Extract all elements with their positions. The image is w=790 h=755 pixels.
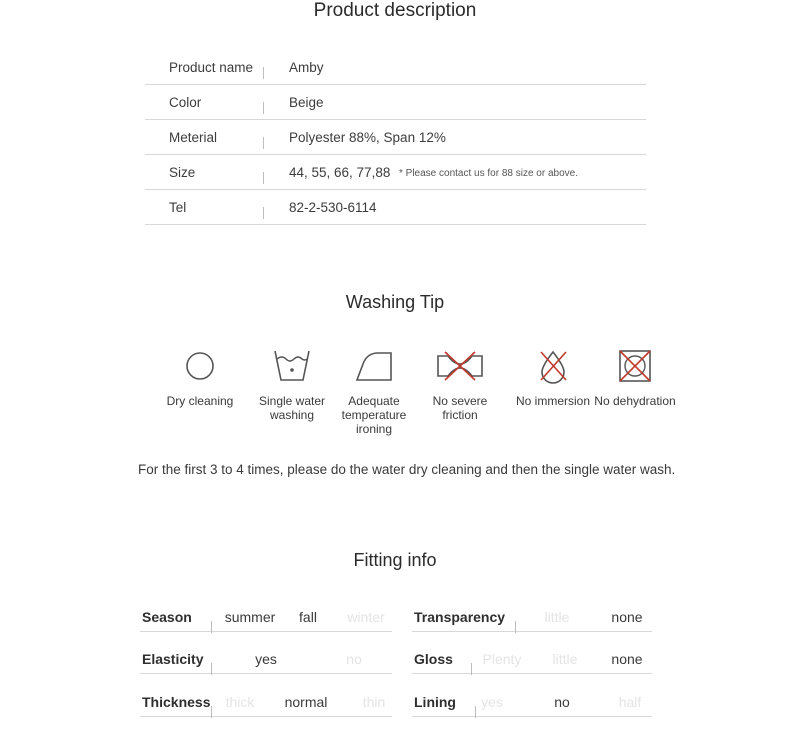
row-label: Tel [169,200,187,215]
product-description-title: Product description [313,0,477,21]
fitting-transparency [412,601,652,632]
product-description-table [145,50,646,225]
fitting-option: no [554,694,570,710]
row-value: 44, 55, 66, 77,88 [289,165,391,180]
wash-item-ironing [329,348,419,436]
fitting-label: Elasticity [142,651,204,667]
wash-caption: Adequate temperature ironing [341,394,407,436]
fitting-label: Lining [414,694,456,710]
fitting-label: Transparency [414,609,506,625]
divider [211,663,212,675]
fitting-option: no [346,651,362,667]
wash-caption: Single water washing [258,394,326,422]
row-label: Meterial [169,130,218,145]
fitting-option: little [552,651,578,667]
fitting-option: yes [255,651,277,667]
fitting-option: Plenty [482,651,522,667]
fitting-option: thin [362,694,386,710]
size-note: * Please contact us for 88 size or above. [399,168,578,179]
fitting-label: Gloss [414,651,453,667]
wash-caption: No dehydration [594,394,676,408]
fitting-option: none [611,609,643,625]
fitting-season [140,601,392,632]
divider [263,172,264,184]
fitting-option: little [544,609,570,625]
wash-item-single-water [247,348,337,422]
fitting-option: winter [347,609,385,625]
fitting-option: half [618,694,642,710]
no-tumble-dry-icon [615,348,655,384]
row-value: 82-2-530-6114 [289,200,377,215]
product-row-color [145,85,646,120]
row-value: Polyester 88%, Span 12% [289,130,446,145]
divider [211,621,212,633]
wash-item-friction [415,348,505,422]
fitting-lining [412,686,652,717]
fitting-thickness [140,686,392,717]
wash-caption: No severe friction [432,394,488,422]
fitting-info-title: Fitting info [353,550,437,570]
wash-item-immersion [508,348,598,408]
washing-tip-title: Washing Tip [345,292,445,312]
no-wringing-icon [433,348,487,384]
product-row-tel [145,190,646,225]
fitting-option: normal [284,694,328,710]
washing-note: For the first 3 to 4 times, please do the water dry cleaning and then the single water wash. [138,462,676,477]
row-value: Beige [289,95,324,110]
fitting-label: Thickness [142,694,211,710]
fitting-option: thick [225,694,255,710]
row-value: Amby [289,60,324,75]
fitting-option: none [611,651,643,667]
divider [263,102,264,114]
wash-caption: Dry cleaning [166,394,234,408]
product-row-size [145,155,646,190]
product-row-material [145,120,646,155]
fitting-option: yes [481,694,503,710]
fitting-elasticity [140,643,392,674]
row-label: Color [169,95,202,110]
wash-item-dry-cleaning [155,348,245,408]
divider [515,621,516,633]
wash-item-dehydration [590,348,680,408]
divider [263,67,264,79]
divider [263,137,264,149]
fitting-option: summer [224,609,276,625]
wash-caption: No immersion [515,394,590,408]
no-immersion-drop-icon [533,348,573,384]
row-label: Product name [169,60,254,75]
hand-wash-tub-icon [272,348,312,384]
fitting-label: Season [142,609,192,625]
fitting-gloss [412,643,652,674]
row-label: Size [169,165,196,180]
divider [263,207,264,219]
product-row-name [145,50,646,85]
fitting-option: fall [299,609,317,625]
dry-cleaning-circle-icon [180,348,220,384]
iron-icon [354,348,394,384]
